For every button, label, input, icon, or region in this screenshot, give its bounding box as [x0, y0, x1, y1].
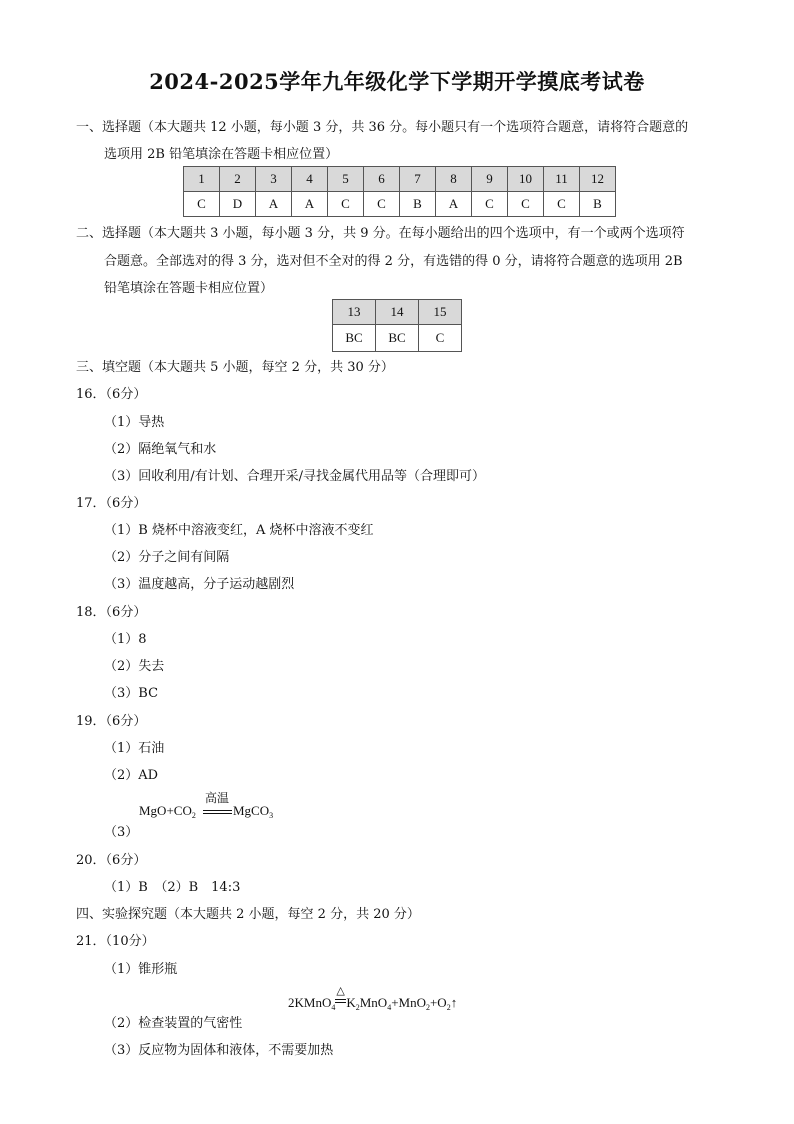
- section4-heading: 四、实验探究题（本大题共 2 小题，每空 2 分，共 20 分）: [76, 907, 420, 922]
- equals-line-top: [335, 999, 346, 1000]
- table-cell: 11: [544, 167, 580, 192]
- q21-label: 21．（10分）: [76, 934, 155, 949]
- q18-answer-1: （1）8: [104, 632, 147, 647]
- subscript: 2: [191, 811, 196, 820]
- table-cell: 2: [220, 167, 256, 192]
- q19-answer-1: （1）石油: [104, 741, 165, 756]
- table-cell: C: [328, 192, 364, 217]
- q20-label: 20．（6分）: [76, 853, 147, 868]
- q21-answer-1: （1）锥形瓶: [104, 962, 178, 977]
- table-cell: 8: [436, 167, 472, 192]
- table-cell: C: [364, 192, 400, 217]
- table-cell: A: [256, 192, 292, 217]
- section1-answer-row: [184, 192, 616, 217]
- product-text: MgCO: [233, 803, 270, 818]
- table-cell: C: [508, 192, 544, 217]
- q16-answer-1: （1）导热: [104, 415, 165, 430]
- subscript: 2: [425, 1003, 430, 1012]
- q16-label: 16．（6分）: [76, 387, 147, 402]
- table-cell: 15: [419, 300, 462, 325]
- q18-answer-3: （3）BC: [104, 686, 159, 701]
- section1-number-row: [184, 167, 616, 192]
- q21-equation: [288, 983, 498, 1013]
- table-cell: C: [544, 192, 580, 217]
- q21-answer-2: （2）检查装置的气密性: [104, 1016, 243, 1031]
- section1-heading-line1: 一、选择题（本大题共 12 小题，每小题 3 分，共 36 分。每小题只有一个选项符合题意，请将符合题意的: [76, 120, 689, 135]
- q17-answer-2: （2）分子之间有间隔: [104, 550, 230, 565]
- table-cell: 9: [472, 167, 508, 192]
- eq-part: +MnO: [391, 995, 426, 1010]
- table-cell: C: [184, 192, 220, 217]
- section2-heading-line1: 二、选择题（本大题共 3 小题，每小题 3 分，共 9 分。在每小题给出的四个选项中，有一个或两个选项符: [76, 226, 685, 241]
- q18-answer-2: （2）失去: [104, 659, 165, 674]
- section2-answer-row: [333, 325, 462, 352]
- q19-answer-2: （2）AD: [104, 768, 159, 783]
- q17-label: 17．（6分）: [76, 496, 147, 511]
- table-cell: 13: [333, 300, 376, 325]
- q17-answer-1: （1）B 烧杯中溶液变红，A 烧杯中溶液不变红: [104, 523, 374, 538]
- q19-answer-3: （3）: [104, 825, 139, 840]
- eq-part: +O: [429, 995, 447, 1010]
- q19-label: 19．（6分）: [76, 714, 147, 729]
- table-cell: 10: [508, 167, 544, 192]
- section2-heading-line2: 合题意。全部选对的得 3 分，选对但不全对的得 2 分，有选错的得 0 分，请将符合题意的选项用 2B: [104, 254, 683, 269]
- table-cell: 12: [580, 167, 616, 192]
- reaction-condition: △: [336, 985, 345, 997]
- subscript: 4: [387, 1003, 392, 1012]
- equals-line-bottom: [335, 1002, 346, 1003]
- eq-part: K: [346, 995, 356, 1010]
- q19-equation: [139, 790, 299, 822]
- table-cell: 6: [364, 167, 400, 192]
- table-cell: B: [580, 192, 616, 217]
- table-cell: D: [220, 192, 256, 217]
- equals-with-condition: [335, 985, 346, 1007]
- table-cell: 14: [376, 300, 419, 325]
- eq-part: 2KMnO: [288, 995, 332, 1010]
- equation-line: [288, 985, 458, 1012]
- section1-heading-line2: 选项用 2B 铅笔填涂在答题卡相应位置）: [104, 147, 339, 162]
- table-cell: A: [292, 192, 328, 217]
- reaction-condition: 高温: [205, 791, 230, 805]
- table-cell: B: [400, 192, 436, 217]
- equals-line-top: [203, 810, 232, 811]
- section2-number-row: [333, 300, 462, 325]
- q18-label: 18．（6分）: [76, 605, 147, 620]
- table-cell: BC: [333, 325, 376, 352]
- equation-product: [233, 803, 273, 820]
- q20-answer-1: （1）B （2）B 14:3: [104, 880, 241, 895]
- table-cell: BC: [376, 325, 419, 352]
- q17-answer-3: （3）温度越高，分子运动越剧烈: [104, 577, 295, 592]
- q16-answer-2: （2）隔绝氧气和水: [104, 442, 217, 457]
- eq-part: MnO: [359, 995, 388, 1010]
- section1-answer-table: [183, 166, 616, 217]
- page-title: 2024-2025学年九年级化学下学期开学摸底考试卷: [149, 69, 645, 94]
- table-cell: A: [436, 192, 472, 217]
- equation-reactants: [139, 803, 196, 820]
- table-cell: C: [472, 192, 508, 217]
- equals-line-bottom: [203, 813, 232, 814]
- gas-arrow: ↑: [450, 995, 458, 1010]
- subscript: 2: [355, 1003, 360, 1012]
- section3-heading: 三、填空题（本大题共 5 小题，每空 2 分，共 30 分）: [76, 360, 394, 375]
- table-cell: 5: [328, 167, 364, 192]
- table-cell: C: [419, 325, 462, 352]
- table-cell: 3: [256, 167, 292, 192]
- table-cell: 7: [400, 167, 436, 192]
- q16-answer-3: （3）回收利用/有计划、合理开采/寻找金属代用品等（合理即可）: [104, 469, 486, 484]
- reactant-text: MgO+CO: [139, 803, 192, 818]
- subscript: 3: [269, 811, 274, 820]
- subscript: 4: [331, 1003, 336, 1012]
- section2-heading-line3: 铅笔填涂在答题卡相应位置）: [104, 281, 274, 296]
- subscript: 2: [446, 1003, 451, 1012]
- table-cell: 4: [292, 167, 328, 192]
- q21-answer-3: （3）反应物为固体和液体，不需要加热: [104, 1043, 334, 1058]
- section2-answer-table: [332, 299, 462, 352]
- table-cell: 1: [184, 167, 220, 192]
